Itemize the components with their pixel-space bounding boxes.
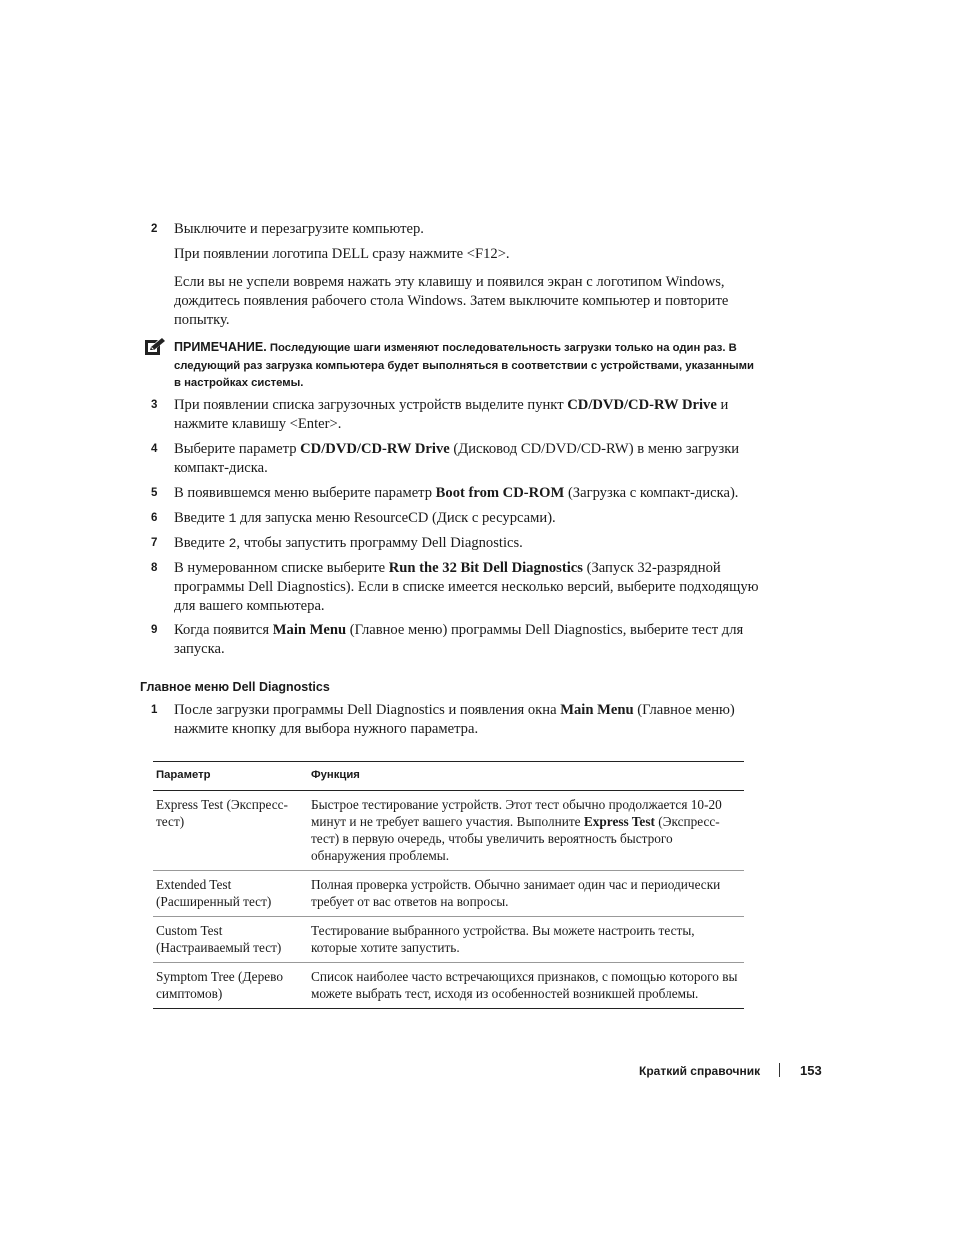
step-number: 7 [151, 537, 158, 549]
step-number: 9 [151, 624, 158, 636]
step-text-part: (Дисковод CD/DVD/CD-RW) в меню загрузки компакт-диска. [174, 441, 740, 476]
note-body: Последующие шаги изменяют последовательность загрузки только на один раз. В следующий раз загрузка компьютера будет выполняться в соответствии с устройствами, указанными в настройках системы. [174, 342, 754, 389]
step-text-part: Выберите параметр [174, 441, 301, 457]
step-code: 2 [228, 536, 237, 551]
step-text-part: Введите [174, 535, 229, 551]
step-7-text [174, 534, 764, 553]
table-cell-parameter: Symptom Tree (Дерево симптомов) [153, 963, 308, 1009]
step-3-text [174, 396, 764, 434]
step-bold-term: CD/DVD/CD-RW Drive [567, 397, 717, 413]
step-number: 5 [151, 487, 158, 499]
table-cell-parameter: Express Test (Экспресс-тест) [153, 791, 308, 871]
table-row [153, 917, 744, 963]
step-text-part: После загрузки программы Dell Diagnostics и появления окна [174, 702, 561, 718]
table-cell-function [308, 917, 744, 963]
step-text-part: для запуска меню ResourceCD (Диск с ресурсами). [236, 510, 556, 526]
table-row [153, 963, 744, 1009]
step-number: 1 [151, 704, 158, 716]
note-pencil-icon [143, 338, 165, 356]
function-text: (Экспресс-тест) в первую очередь, чтобы увеличить вероятность быстрого обнаружения проблемы. [311, 814, 720, 863]
table-row [153, 791, 744, 871]
table-row [153, 871, 744, 917]
note-text [174, 339, 764, 393]
step-2-paragraph-1: При появлении логотипа DELL сразу нажмите <F12>. [174, 246, 510, 262]
section-heading: Главное меню Dell Diagnostics [140, 680, 330, 694]
step-6-text [174, 509, 764, 528]
step-text-part: (Загрузка с компакт-диска). [564, 485, 739, 501]
step-8-text [174, 559, 764, 616]
step-number: 4 [151, 443, 158, 455]
table-header-row [153, 762, 744, 791]
step-text-part: (Запуск 32-разрядной программы Dell Diagnostics). Если в списке имеется несколько версий, выберите подходящую для вашего компьютера. [174, 560, 759, 614]
step-text-part: и нажмите клавишу <Enter>. [174, 397, 729, 432]
step-text-part: (Главное меню) нажмите кнопку для выбора нужного параметра. [174, 702, 735, 737]
step-2-text: Выключите и перезагрузите компьютер. [174, 221, 424, 237]
diagnostics-options-table [153, 761, 744, 1009]
function-text: Полная проверка устройств. Обычно занимает один час и периодически требует от вас ответов на вопросы. [311, 877, 721, 909]
step-text-part: (Главное меню) программы Dell Diagnostics, выберите тест для запуска. [174, 622, 744, 657]
step-bold-term: Main Menu [560, 702, 634, 718]
step-number: 2 [151, 223, 158, 235]
function-text: Тестирование выбранного устройства. Вы можете настроить тесты, которые хотите запустить. [311, 923, 695, 955]
step-bold-term: Boot from CD-ROM [435, 485, 565, 501]
page-number: 153 [800, 1063, 822, 1078]
step-code: 1 [228, 511, 237, 526]
function-text: Список наиболее часто встречающихся признаков, с помощью которого вы можете выбрать тест, исходя из особенностей возникшей проблемы. [311, 969, 738, 1001]
column-header-function: Функция [308, 762, 744, 791]
step-text-part: При появлении списка загрузочных устройств выделите пункт [174, 397, 568, 413]
section-step-1-text [174, 701, 764, 739]
table-cell-parameter: Custom Test (Настраиваемый тест) [153, 917, 308, 963]
step-number: 8 [151, 562, 158, 574]
column-header-parameter: Параметр [153, 762, 308, 791]
step-2-paragraph-2: Если вы не успели вовремя нажать эту клавишу и появился экран с логотипом Windows, дождитесь появления рабочего стола Windows. Затем выключите компьютер и повторите попытку. [174, 274, 729, 328]
note-label: ПРИМЕЧАНИЕ. [174, 340, 267, 354]
step-number: 3 [151, 399, 158, 411]
step-bold-term: Main Menu [272, 622, 347, 638]
step-text-part: В появившемся меню выберите параметр [174, 485, 436, 501]
table-cell-function [308, 963, 744, 1009]
step-4-text [174, 440, 764, 478]
table-cell-function [308, 871, 744, 917]
step-text-part: , чтобы запустить программу Dell Diagnostics. [236, 535, 523, 551]
step-9-text [174, 621, 764, 659]
function-text: Быстрое тестирование устройств. Этот тест обычно продолжается 10-20 минут и не требует вашего участия. Выполните [311, 797, 722, 829]
function-bold-term: Express Test [583, 814, 655, 829]
step-5-text [174, 484, 764, 503]
step-number: 6 [151, 512, 158, 524]
table-cell-parameter: Extended Test (Расширенный тест) [153, 871, 308, 917]
table-cell-function [308, 791, 744, 871]
step-text-part: Введите [174, 510, 229, 526]
step-bold-term: Run the 32 Bit Dell Diagnostics [388, 560, 583, 576]
footer-section-title: Краткий справочник [639, 1064, 761, 1078]
footer-divider [779, 1063, 780, 1077]
step-text-part: Когда появится [174, 622, 273, 638]
step-bold-term: CD/DVD/CD-RW Drive [300, 441, 450, 457]
step-text-part: В нумерованном списке выберите [174, 560, 389, 576]
